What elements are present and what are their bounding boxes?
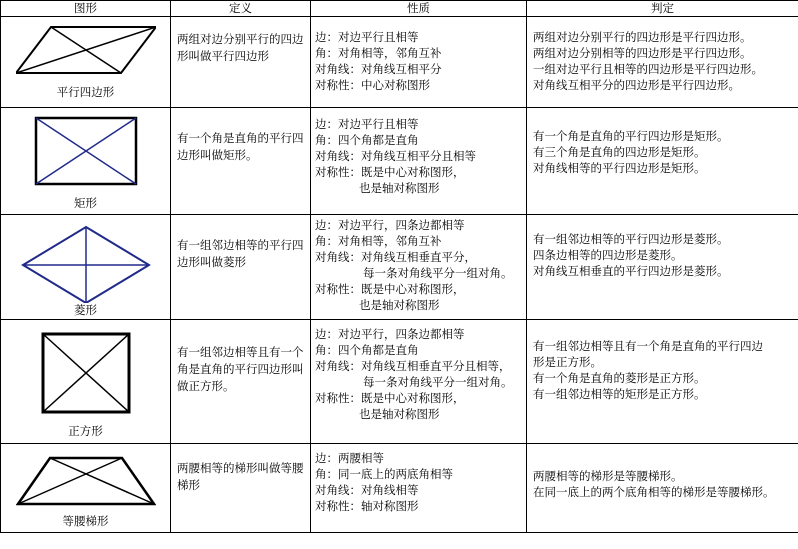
property-line: 对角线：对角线互相垂直平分且相等，	[315, 359, 511, 373]
figure-name: 菱形	[74, 303, 97, 317]
figure-cell	[1, 444, 171, 533]
criteria-cell	[527, 17, 798, 108]
figure-name: 矩形	[74, 196, 97, 210]
parallelogram-figure	[16, 17, 156, 81]
properties-cell	[311, 215, 527, 320]
property-line: 对称性：既是中心对称图形，	[315, 282, 465, 296]
definition-cell: 有一个角是直角的平行四边形叫做矩形。	[171, 108, 311, 215]
property-line: 角：四个角都是直角	[315, 343, 419, 357]
criteria-cell	[527, 215, 798, 320]
header-figure: 图形	[1, 1, 171, 17]
table-row-square	[1, 320, 798, 444]
definition-cell: 有一组邻边相等的平行四边形叫做菱形	[171, 215, 311, 320]
property-line: 边：对边平行，四条边都相等	[315, 218, 465, 232]
table-row-rhombus	[1, 215, 798, 320]
table-row-isosceles-trapezoid	[1, 444, 798, 533]
figure-cell	[1, 215, 171, 320]
criteria-line: 有三个角是直角的四边形是矩形。	[533, 145, 706, 159]
criteria-cell	[527, 444, 798, 533]
definition-cell: 两组对边分别平行的四边形叫做平行四边形	[171, 17, 311, 108]
definition-cell: 两腰相等的梯形叫做等腰梯形	[171, 444, 311, 533]
properties-cell	[311, 17, 527, 108]
property-line: 也是轴对称图形	[359, 181, 440, 195]
criteria-line: 一组对边平行且相等的四边形是平行四边形。	[533, 62, 763, 76]
property-line: 边：对边平行且相等	[315, 30, 419, 44]
criteria-line: 有一个角是直角的平行四边形是矩形。	[533, 129, 729, 143]
property-line: 角：对角相等，邻角互补	[315, 46, 442, 60]
criteria-line: 对角线相等的平行四边形是矩形。	[533, 161, 706, 175]
property-line: 对角线：对角线互相平分且相等	[315, 149, 476, 163]
property-line: 每一条对角线平分一组对角。	[363, 266, 513, 280]
rectangle-figure	[34, 116, 138, 196]
properties-cell	[311, 320, 527, 444]
criteria-line: 有一组邻边相等的矩形是正方形。	[533, 387, 706, 401]
header-properties: 性质	[311, 1, 527, 17]
property-line: 对角线：对角线互相平分	[315, 62, 442, 76]
property-line: 对角线：对角线互相垂直平分，	[315, 250, 476, 264]
figure-name: 平行四边形	[56, 85, 115, 99]
properties-cell	[311, 444, 527, 533]
property-line: 对称性：既是中心对称图形，	[315, 165, 465, 179]
criteria-line: 四条边相等的四边形是菱形。	[533, 248, 683, 262]
criteria-line: 有一组邻边相等的平行四边形是菱形。	[533, 232, 729, 246]
criteria-line: 两组对边分别平行的四边形是平行四边形。	[533, 30, 752, 44]
property-line: 对称性：既是中心对称图形，	[315, 391, 465, 405]
header-criteria: 判定	[527, 1, 798, 17]
criteria-line: 形是正方形。	[533, 355, 602, 369]
criteria-line: 两腰相等的梯形是等腰梯形。	[533, 469, 683, 483]
property-line: 对称性：中心对称图形	[315, 78, 430, 92]
property-line: 边：对边平行且相等	[315, 117, 419, 131]
criteria-line: 两组对边分别相等的四边形是平行四边形。	[533, 46, 752, 60]
definition-cell: 有一组邻边相等且有一个角是直角的平行四边形叫做正方形。	[171, 320, 311, 444]
property-line: 边：两腰相等	[315, 451, 384, 465]
criteria-line: 对角线互相平分的四边形是平行四边形。	[533, 78, 740, 92]
table-row-rectangle	[1, 108, 798, 215]
header-definition: 定义	[171, 1, 311, 17]
property-line: 边：对边平行，四条边都相等	[315, 327, 465, 341]
property-line: 每一条对角线平分一组对角。	[363, 375, 513, 389]
property-line: 角：对角相等，邻角互补	[315, 234, 442, 248]
property-line: 也是轴对称图形	[359, 298, 440, 312]
figure-name: 等腰梯形	[62, 514, 109, 528]
property-line: 对称性：轴对称图形	[315, 499, 419, 513]
figure-cell	[1, 320, 171, 444]
figure-name: 正方形	[68, 424, 103, 438]
criteria-line: 有一组邻边相等且有一个角是直角的平行四边	[533, 339, 763, 353]
isosceles-trapezoid-figure	[16, 454, 156, 508]
figure-cell	[1, 17, 171, 108]
criteria-line: 在同一底上的两个底角相等的梯形是等腰梯形。	[533, 485, 775, 499]
square-figure	[41, 332, 131, 416]
header-row	[1, 1, 798, 17]
criteria-cell	[527, 108, 798, 215]
figure-cell	[1, 108, 171, 215]
property-line: 也是轴对称图形	[359, 407, 440, 421]
property-line: 对角线：对角线相等	[315, 483, 419, 497]
rhombus-figure	[19, 223, 153, 303]
criteria-line: 有一个角是直角的菱形是正方形。	[533, 371, 706, 385]
criteria-cell	[527, 320, 798, 444]
table-row-parallelogram	[1, 17, 798, 108]
property-line: 角：同一底上的两底角相等	[315, 467, 453, 481]
criteria-line: 对角线互相垂直的平行四边形是菱形。	[533, 264, 729, 278]
property-line: 角：四个角都是直角	[315, 133, 419, 147]
properties-cell	[311, 108, 527, 215]
